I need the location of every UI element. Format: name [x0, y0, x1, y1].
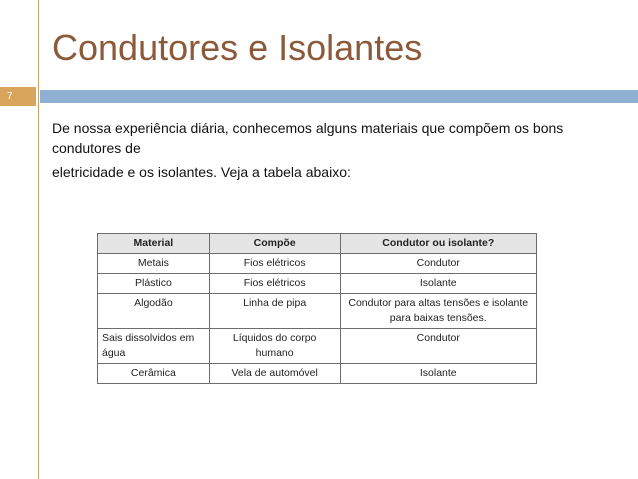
- table-row: [98, 329, 537, 364]
- table-row: [98, 254, 537, 274]
- slide-number: 7: [0, 87, 36, 106]
- cell-compoe: Fios elétricos: [209, 254, 340, 274]
- header-compoe: Compõe: [209, 234, 340, 254]
- table-row: [98, 364, 537, 384]
- header-material: Material: [98, 234, 210, 254]
- cell-compoe: Vela de automóvel: [209, 364, 340, 384]
- table-row: [98, 294, 537, 329]
- cell-material: Plástico: [98, 274, 210, 294]
- cell-material: Metais: [98, 254, 210, 274]
- intro-paragraph-1: De nossa experiência diária, conhecemos alguns materiais que compõem os bons condutores de: [52, 120, 564, 156]
- table-header-row: [98, 234, 537, 254]
- cell-material: Algodão: [98, 294, 210, 329]
- cell-material: Cerâmica: [98, 364, 210, 384]
- accent-bar: [40, 90, 638, 103]
- slide-title: Condutores e Isolantes: [52, 27, 423, 68]
- cell-classification: Isolante: [340, 364, 536, 384]
- cell-classification: Condutor: [340, 254, 536, 274]
- header-condutor-isolante: Condutor ou isolante?: [340, 234, 536, 254]
- cell-compoe: Líquidos do corpo humano: [209, 329, 340, 364]
- cell-compoe: Linha de pipa: [209, 294, 340, 329]
- cell-classification: Condutor: [340, 329, 536, 364]
- left-divider-line: [38, 0, 39, 479]
- intro-paragraph-2: eletricidade e os isolantes. Veja a tabela abaixo:: [52, 164, 351, 180]
- cell-classification: Condutor para altas tensões e isolante para baixas tensões.: [340, 294, 536, 329]
- cell-compoe: Fios elétricos: [209, 274, 340, 294]
- materials-table: [97, 233, 537, 384]
- cell-material: Sais dissolvidos em água: [98, 329, 210, 364]
- table-row: [98, 274, 537, 294]
- cell-classification: Isolante: [340, 274, 536, 294]
